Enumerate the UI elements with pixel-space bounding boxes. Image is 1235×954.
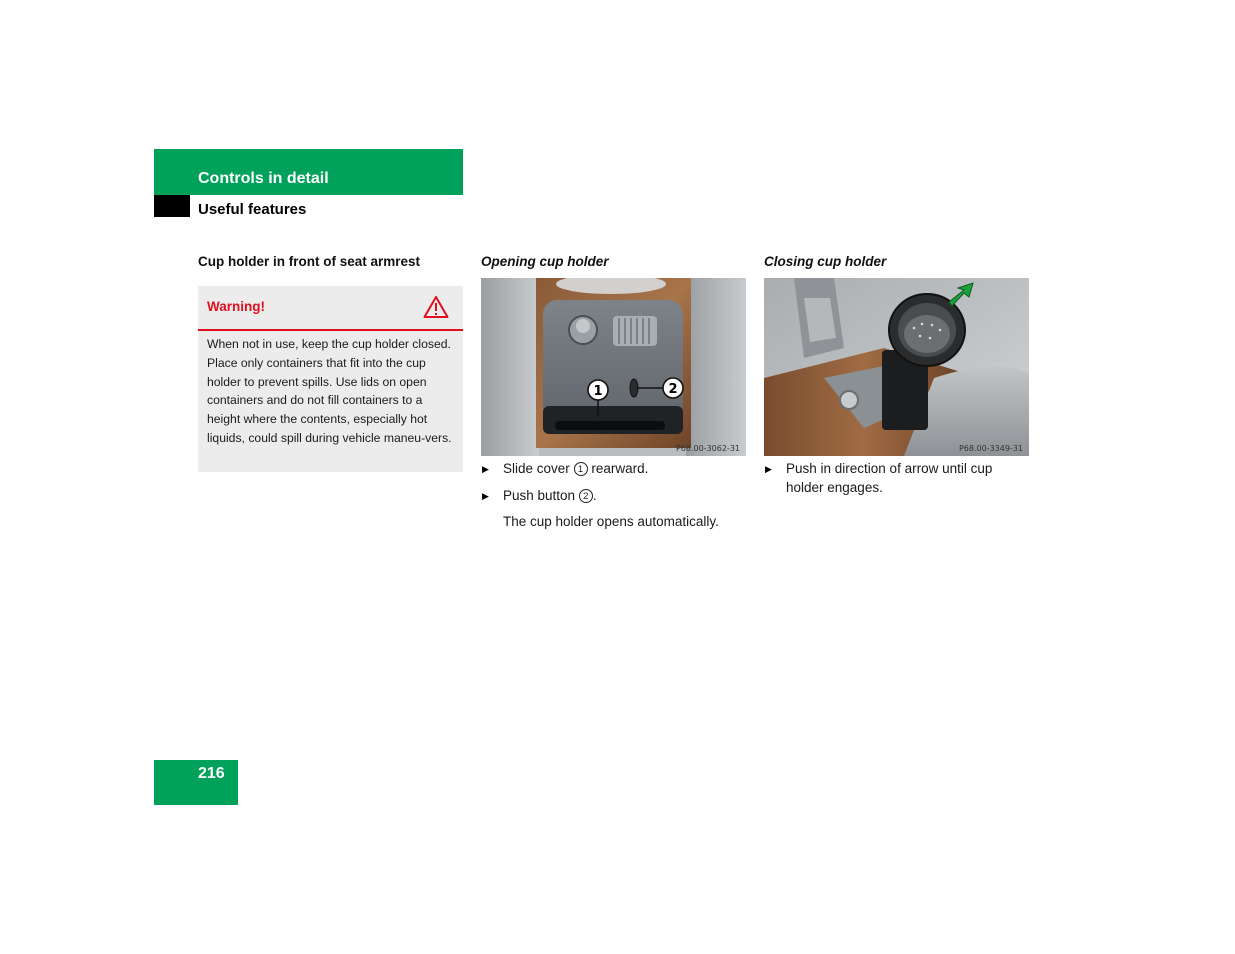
page-number-tab: [154, 760, 238, 805]
opening-result: The cup holder opens automatically.: [503, 514, 719, 529]
opening-step-2: ▶ Push button 2 .: [481, 486, 746, 505]
warning-box: [198, 286, 463, 472]
page-number: 216: [198, 765, 225, 782]
opening-image-code: P68.00-3062-31: [675, 444, 740, 453]
opening-heading: Opening cup holder: [481, 254, 609, 269]
warning-triangle-icon: [423, 295, 449, 319]
warning-label: Warning!: [207, 299, 265, 314]
header-marker: [154, 195, 190, 217]
closing-photo: [764, 278, 1029, 456]
opening-step-1: ▶ Slide cover 1 rearward.: [481, 459, 746, 478]
console-illustration: [481, 278, 746, 456]
section-title: Useful features: [198, 201, 307, 218]
warning-text: When not in use, keep the cup holder closed. Place only containers that fit into the cup holder to prevent spills. Use lids on open containers and do not fill containers to a height where the contents, especially hot liquids, could spill during vehicle maneu-vers.: [207, 337, 452, 445]
warning-header: [198, 286, 463, 331]
callout-2: 2: [668, 382, 678, 397]
callout-ref-2: 2: [579, 489, 593, 503]
closing-image-code: P68.00-3349-31: [958, 444, 1023, 453]
section-heading: Cup holder in front of seat armrest: [198, 254, 421, 269]
callout-ref-1: 1: [574, 462, 588, 476]
triangle-bullet-icon: ▶: [482, 491, 489, 501]
triangle-bullet-icon: ▶: [765, 464, 772, 474]
closing-step-1: ▶ Push in direction of arrow until cup holder engages.: [765, 461, 993, 495]
closing-heading: Closing cup holder: [764, 254, 887, 269]
triangle-bullet-icon: ▶: [482, 464, 489, 474]
cupholder-illustration: [764, 278, 1029, 456]
chapter-title: Controls in detail: [198, 170, 329, 187]
opening-photo: [481, 278, 746, 456]
callout-1: 1: [593, 384, 603, 399]
